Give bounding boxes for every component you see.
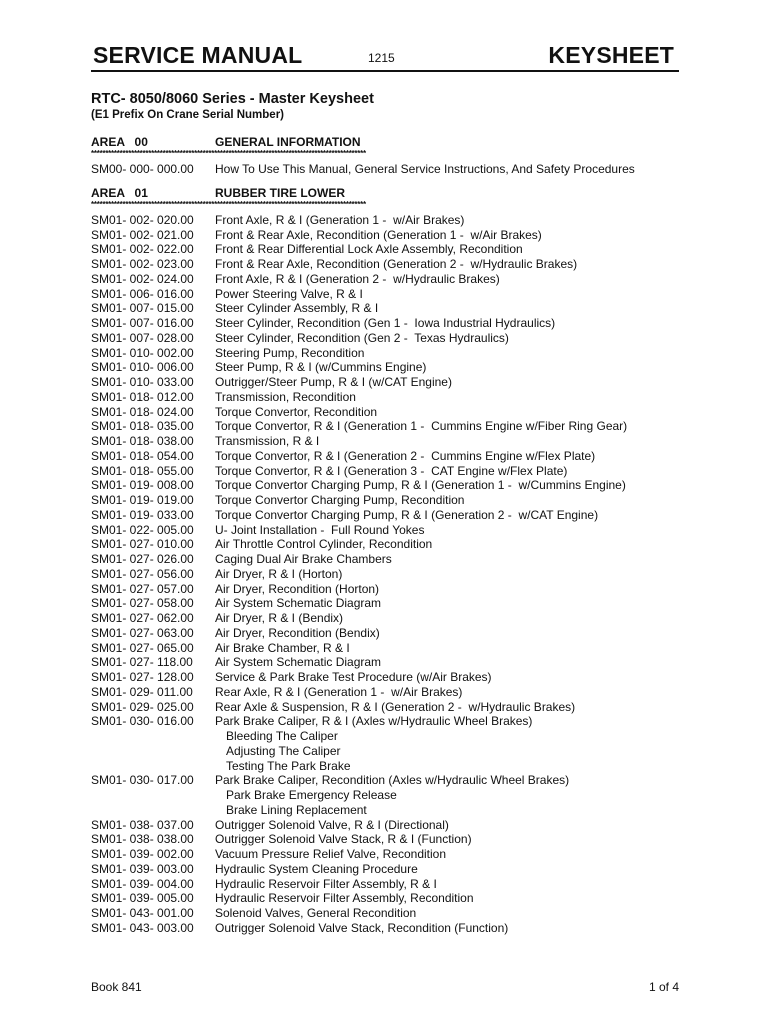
entry-description: Steer Cylinder Assembly, R & I (215, 301, 379, 316)
entry-description: Outrigger/Steer Pump, R & I (w/CAT Engine) (215, 375, 452, 389)
entry-code: SM01- 018- 054.00 (91, 448, 194, 463)
entry-code: SM01- 019- 033.00 (91, 507, 194, 522)
keysheet-entry (91, 847, 691, 862)
entry-code: SM01- 029- 011.00 (91, 684, 193, 699)
entry-description: Hydraulic Reservoir Filter Assembly, R & I (215, 876, 437, 891)
keysheet-entry (91, 818, 691, 833)
entry-description: Park Brake Caliper, Recondition (Axles w/Hydraulic Wheel Brakes) (215, 773, 570, 788)
keysheet-entry (91, 611, 691, 626)
keysheet-entry (91, 921, 691, 936)
entry-description: Rear Axle & Suspension, R & I (Generation 2 - w/Hydraulic Brakes) (215, 699, 576, 714)
keysheet-entry (91, 390, 691, 405)
entry-code: SM01- 027- 065.00 (91, 640, 194, 655)
entry-description: Torque Convertor, R & I (Generation 1 - Cummins Engine w/Fiber Ring Gear) (215, 419, 628, 434)
entry-description: Torque Convertor Charging Pump, R & I (Generation 2 - w/CAT Engine) (215, 507, 599, 522)
entry-code: SM01- 039- 002.00 (91, 847, 194, 861)
entry-description: Park Brake Caliper, R & I (Axles w/Hydraulic Wheel Brakes) (215, 714, 533, 729)
entry-code: SM01- 018- 055.00 (91, 463, 194, 478)
entry-description: Air Dryer, R & I (Horton) (215, 566, 343, 581)
page-title: RTC- 8050/8060 Series - Master Keysheet (91, 91, 374, 107)
keysheet-entry (91, 301, 691, 316)
entry-description: Air Dryer, R & I (Bendix) (215, 611, 344, 625)
entry-code: SM01- 002- 024.00 (91, 271, 194, 286)
keysheet-entry (91, 655, 691, 670)
entry-description: Outrigger Solenoid Valve Stack, R & I (Function) (215, 832, 472, 847)
keysheet-entry (91, 508, 691, 523)
entry-code: SM01- 027- 057.00 (91, 581, 194, 596)
entry-code: SM01- 030- 016.00 (91, 714, 194, 729)
entry-description: Air Dryer, Recondition (Bendix) (215, 625, 380, 640)
entry-description: Rear Axle, R & I (Generation 1 - w/Air Brakes) (215, 684, 463, 699)
entry-description: U- Joint Installation - Full Round Yokes (215, 522, 425, 537)
entry-description: Torque Convertor, Recondition (215, 404, 378, 419)
entry-description: Air Throttle Control Cylinder, Recondition (215, 537, 433, 552)
entry-description: Front & Rear Axle, Recondition (Generation 1 - w/Air Brakes) (215, 227, 542, 242)
entry-code: SM01- 018- 012.00 (91, 389, 194, 404)
entry-description: Steering Pump, Recondition (215, 345, 365, 360)
entry-code: SM01- 038- 037.00 (91, 817, 194, 832)
entry-code: SM01- 002- 023.00 (91, 257, 194, 271)
keysheet-entry (91, 419, 691, 434)
entry-code: SM01- 002- 022.00 (91, 242, 194, 257)
entry-description: Outrigger Solenoid Valve Stack, Recondition (Function) (215, 920, 509, 935)
footer-book: Book 841 (91, 980, 142, 994)
keysheet-entry (91, 773, 691, 788)
entry-description: Transmission, Recondition (215, 389, 356, 404)
entry-code: SM01- 018- 038.00 (91, 434, 194, 448)
keysheet-entry (91, 493, 691, 508)
keysheet-entry (91, 552, 691, 567)
entry-description: Hydraulic Reservoir Filter Assembly, Recondition (215, 891, 474, 906)
keysheet-entry (91, 803, 691, 818)
entry-code: SM01- 027- 062.00 (91, 611, 194, 625)
keysheet-entry (91, 257, 691, 272)
entry-code: SM01- 029- 025.00 (91, 699, 194, 714)
entry-code: SM00- 000- 000.00 (91, 162, 194, 176)
entry-code: SM01- 038- 038.00 (91, 832, 194, 847)
entry-code: SM01- 010- 002.00 (91, 345, 194, 360)
entry-description: Torque Convertor, R & I (Generation 3 - CAT Engine w/Flex Plate) (215, 463, 568, 478)
entry-code: SM01- 002- 020.00 (91, 212, 194, 227)
entry-description: Air Dryer, Recondition (Horton) (215, 581, 380, 596)
entry-code: SM01- 019- 008.00 (91, 478, 194, 493)
keysheet-entry (91, 744, 691, 759)
entry-code: SM01- 027- 056.00 (91, 566, 194, 581)
entry-description: Steer Cylinder, Recondition (Gen 2 - Texas Hydraulics) (215, 330, 509, 345)
entry-description: Solenoid Valves, General Recondition (215, 906, 417, 920)
keysheet-entry (91, 272, 691, 287)
header-number: 1215 (368, 51, 395, 65)
entry-subtopic: Brake Lining Replacement (226, 802, 367, 817)
keysheet-entry (91, 360, 691, 375)
entry-description: Torque Convertor Charging Pump, Recondition (215, 493, 465, 507)
entry-description: Transmission, R & I (215, 434, 320, 448)
keysheet-entry (91, 714, 691, 729)
entry-description: Steer Pump, R & I (w/Cummins Engine) (215, 360, 427, 375)
keysheet-entry (91, 464, 691, 479)
entry-code: SM01- 010- 006.00 (91, 360, 194, 375)
entry-description: Air System Schematic Diagram (215, 655, 382, 670)
entry-code: SM01- 007- 015.00 (91, 301, 194, 316)
entry-code: SM01- 039- 004.00 (91, 876, 194, 891)
keysheet-entry (91, 287, 691, 302)
entry-code: SM01- 010- 033.00 (91, 375, 194, 389)
entry-description: Hydraulic System Cleaning Procedure (215, 861, 418, 876)
keysheet-entry (91, 567, 691, 582)
header-keysheet: KEYSHEET (548, 42, 674, 68)
entry-description: Front & Rear Axle, Recondition (Generation 2 - w/Hydraulic Brakes) (215, 257, 578, 271)
keysheet-entry (91, 877, 691, 892)
entry-description: Front & Rear Differential Lock Axle Assembly, Recondition (215, 242, 523, 257)
entry-description: Vacuum Pressure Relief Valve, Recondition (215, 847, 446, 861)
keysheet-entry (91, 316, 691, 331)
entry-description: Service & Park Brake Test Procedure (w/Air Brakes) (215, 670, 492, 684)
entry-code: SM01- 006- 016.00 (91, 286, 194, 301)
keysheet-entry (91, 685, 691, 700)
entry-subtopic: Testing The Park Brake (226, 758, 351, 773)
area-heading (91, 186, 691, 201)
keysheet-entry (91, 523, 691, 538)
entry-code: SM01- 007- 016.00 (91, 316, 194, 330)
keysheet-entry (91, 228, 691, 243)
keysheet-entry (91, 626, 691, 641)
entry-description: Air System Schematic Diagram (215, 596, 382, 611)
entry-code: SM01- 018- 024.00 (91, 404, 194, 419)
keysheet-entry (91, 700, 691, 715)
entry-code: SM01- 043- 001.00 (91, 906, 194, 920)
page-subtitle: (E1 Prefix On Crane Serial Number) (91, 109, 285, 121)
keysheet-entry (91, 832, 691, 847)
entry-code: SM01- 043- 003.00 (91, 920, 194, 935)
keysheet-entry (91, 891, 691, 906)
area-code: AREA 00 (91, 135, 148, 149)
entry-code: SM01- 019- 019.00 (91, 493, 194, 507)
keysheet-entry (91, 537, 691, 552)
entry-code: SM01- 039- 005.00 (91, 891, 194, 906)
area-name: RUBBER TIRE LOWER (215, 185, 345, 200)
entry-description: How To Use This Manual, General Service Instructions, And Safety Procedures (215, 162, 635, 176)
asterisk-separator: ************************************************************************************************ (91, 149, 366, 158)
entry-description: Outrigger Solenoid Valve, R & I (Directional) (215, 817, 449, 832)
entry-description: Torque Convertor, R & I (Generation 2 - Cummins Engine w/Flex Plate) (215, 448, 596, 463)
keysheet-entry (91, 906, 691, 921)
entry-code: SM01- 039- 003.00 (91, 861, 194, 876)
entry-code: SM01- 027- 026.00 (91, 552, 194, 566)
entry-code: SM01- 018- 035.00 (91, 419, 194, 434)
keysheet-entry (91, 213, 691, 228)
keysheet-entry (91, 862, 691, 877)
keysheet-entry (91, 331, 691, 346)
keysheet-entry (91, 405, 691, 420)
entry-code: SM01- 027- 010.00 (91, 537, 194, 552)
keysheet-entry (91, 478, 691, 493)
entry-description: Front Axle, R & I (Generation 2 - w/Hydraulic Brakes) (215, 271, 500, 286)
keysheet-entry (91, 242, 691, 257)
entry-description: Power Steering Valve, R & I (215, 286, 363, 301)
entry-code: SM01- 027- 118.00 (91, 655, 193, 670)
area-code: AREA 01 (91, 185, 148, 200)
keysheet-entry (91, 759, 691, 774)
entry-description: Torque Convertor Charging Pump, R & I (Generation 1 - w/Cummins Engine) (215, 478, 626, 493)
asterisk-separator: ************************************************************************************************ (91, 199, 366, 209)
entry-subtopic: Park Brake Emergency Release (226, 788, 397, 802)
keysheet-entry (91, 449, 691, 464)
entry-subtopic: Adjusting The Caliper (226, 743, 341, 758)
entry-code: SM01- 022- 005.00 (91, 522, 194, 537)
entry-description: Steer Cylinder, Recondition (Gen 1 - Iowa Industrial Hydraulics) (215, 316, 556, 330)
keysheet-entry (91, 729, 691, 744)
entry-description: Caging Dual Air Brake Chambers (215, 552, 392, 566)
entry-code: SM01- 030- 017.00 (91, 773, 194, 788)
entry-subtopic: Bleeding The Caliper (226, 729, 338, 743)
entry-code: SM01- 027- 063.00 (91, 625, 194, 640)
entry-code: SM01- 002- 021.00 (91, 227, 194, 242)
entry-code: SM01- 027- 058.00 (91, 596, 194, 611)
keysheet-entry (91, 434, 691, 449)
keysheet-entry (91, 346, 691, 361)
keysheet-entry (91, 596, 691, 611)
entry-description: Air Brake Chamber, R & I (215, 640, 350, 655)
keysheet-entry (91, 582, 691, 597)
entry-code: SM01- 027- 128.00 (91, 670, 194, 684)
entry-description: Front Axle, R & I (Generation 1 - w/Air Brakes) (215, 212, 465, 227)
keysheet-entry (91, 162, 691, 177)
keysheet-entry (91, 670, 691, 685)
header-title: SERVICE MANUAL (93, 42, 303, 68)
area-heading (91, 135, 691, 150)
keysheet-entry (91, 641, 691, 656)
footer-page-number: 1 of 4 (648, 980, 679, 994)
keysheet-entry (91, 375, 691, 390)
entry-code: SM01- 007- 028.00 (91, 330, 194, 345)
header-rule (91, 70, 679, 72)
keysheet-entry (91, 788, 691, 803)
area-name: GENERAL INFORMATION (215, 135, 361, 149)
